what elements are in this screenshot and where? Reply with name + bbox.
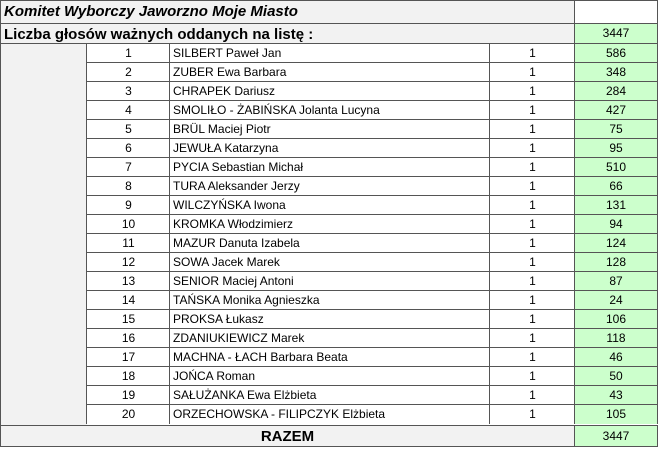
candidate-votes: 284 — [574, 81, 658, 101]
candidate-list-number: 1 — [489, 271, 575, 291]
candidate-list-number: 1 — [489, 252, 575, 272]
candidate-votes: 118 — [574, 328, 658, 348]
candidate-position: 20 — [86, 404, 170, 424]
candidate-votes: 87 — [574, 271, 658, 291]
candidate-name: JOŃCA Roman — [169, 366, 490, 386]
candidate-list-number: 1 — [489, 157, 575, 177]
candidate-name: WILCZYŃSKA Iwona — [169, 195, 490, 215]
candidate-name: KROMKA Włodzimierz — [169, 214, 490, 234]
candidate-votes: 50 — [574, 366, 658, 386]
candidate-name: TURA Aleksander Jerzy — [169, 176, 490, 196]
candidate-position: 14 — [86, 290, 170, 310]
candidate-votes: 510 — [574, 157, 658, 177]
candidate-votes: 105 — [574, 404, 658, 424]
candidate-name: MAZUR Danuta Izabela — [169, 233, 490, 253]
candidate-votes: 46 — [574, 347, 658, 367]
candidate-name: SAŁUŻANKA Ewa Elżbieta — [169, 385, 490, 405]
candidate-list-number: 1 — [489, 233, 575, 253]
candidate-votes: 95 — [574, 138, 658, 158]
candidate-votes: 427 — [574, 100, 658, 120]
header-empty-cell — [574, 0, 658, 24]
candidate-position: 4 — [86, 100, 170, 120]
candidate-position: 6 — [86, 138, 170, 158]
candidate-position: 11 — [86, 233, 170, 253]
candidate-votes: 94 — [574, 214, 658, 234]
candidate-position: 7 — [86, 157, 170, 177]
candidate-list-number: 1 — [489, 100, 575, 120]
candidate-list-number: 1 — [489, 214, 575, 234]
candidate-name: ORZECHOWSKA - FILIPCZYK Elżbieta — [169, 404, 490, 424]
candidate-position: 8 — [86, 176, 170, 196]
candidate-name: SENIOR Maciej Antoni — [169, 271, 490, 291]
candidate-list-number: 1 — [489, 328, 575, 348]
candidate-position: 1 — [86, 43, 170, 63]
total-value: 3447 — [574, 425, 658, 447]
candidate-votes: 131 — [574, 195, 658, 215]
candidate-name: CHRAPEK Dariusz — [169, 81, 490, 101]
candidate-position: 17 — [86, 347, 170, 367]
candidate-votes: 586 — [574, 43, 658, 63]
candidate-votes: 43 — [574, 385, 658, 405]
committee-title: Komitet Wyborczy Jaworzno Moje Miasto — [0, 0, 574, 24]
candidate-name: MACHNA - ŁACH Barbara Beata — [169, 347, 490, 367]
candidate-position: 10 — [86, 214, 170, 234]
left-blank-block — [0, 43, 87, 426]
candidate-votes: 66 — [574, 176, 658, 196]
candidate-list-number: 1 — [489, 290, 575, 310]
total-label: RAZEM — [0, 425, 574, 447]
candidate-list-number: 1 — [489, 347, 575, 367]
candidate-list-number: 1 — [489, 309, 575, 329]
candidate-position: 13 — [86, 271, 170, 291]
candidate-list-number: 1 — [489, 176, 575, 196]
candidate-list-number: 1 — [489, 43, 575, 63]
candidate-position: 5 — [86, 119, 170, 139]
candidate-name: ZDANIUKIEWICZ Marek — [169, 328, 490, 348]
candidate-votes: 75 — [574, 119, 658, 139]
candidate-list-number: 1 — [489, 119, 575, 139]
candidate-position: 16 — [86, 328, 170, 348]
candidate-list-number: 1 — [489, 404, 575, 424]
candidate-list-number: 1 — [489, 81, 575, 101]
valid-votes-total: 3447 — [574, 23, 658, 44]
candidate-position: 2 — [86, 62, 170, 82]
candidate-position: 19 — [86, 385, 170, 405]
valid-votes-label: Liczba głosów ważnych oddanych na listę : — [0, 23, 574, 44]
candidate-name: PROKSA Łukasz — [169, 309, 490, 329]
candidate-name: BRÜL Maciej Piotr — [169, 119, 490, 139]
candidate-votes: 348 — [574, 62, 658, 82]
candidate-name: PYCIA Sebastian Michał — [169, 157, 490, 177]
candidate-list-number: 1 — [489, 195, 575, 215]
candidate-list-number: 1 — [489, 385, 575, 405]
candidate-name: TAŃSKA Monika Agnieszka — [169, 290, 490, 310]
candidate-name: JEWUŁA Katarzyna — [169, 138, 490, 158]
candidate-list-number: 1 — [489, 366, 575, 386]
candidate-votes: 124 — [574, 233, 658, 253]
candidate-position: 12 — [86, 252, 170, 272]
candidate-position: 15 — [86, 309, 170, 329]
candidate-votes: 106 — [574, 309, 658, 329]
candidate-votes: 24 — [574, 290, 658, 310]
candidate-position: 9 — [86, 195, 170, 215]
candidate-list-number: 1 — [489, 62, 575, 82]
candidate-list-number: 1 — [489, 138, 575, 158]
candidate-name: SILBERT Paweł Jan — [169, 43, 490, 63]
candidate-votes: 128 — [574, 252, 658, 272]
candidate-position: 3 — [86, 81, 170, 101]
candidate-name: SOWA Jacek Marek — [169, 252, 490, 272]
candidate-position: 18 — [86, 366, 170, 386]
candidate-name: ZUBER Ewa Barbara — [169, 62, 490, 82]
candidate-name: SMOLIŁO - ŻABIŃSKA Jolanta Lucyna — [169, 100, 490, 120]
